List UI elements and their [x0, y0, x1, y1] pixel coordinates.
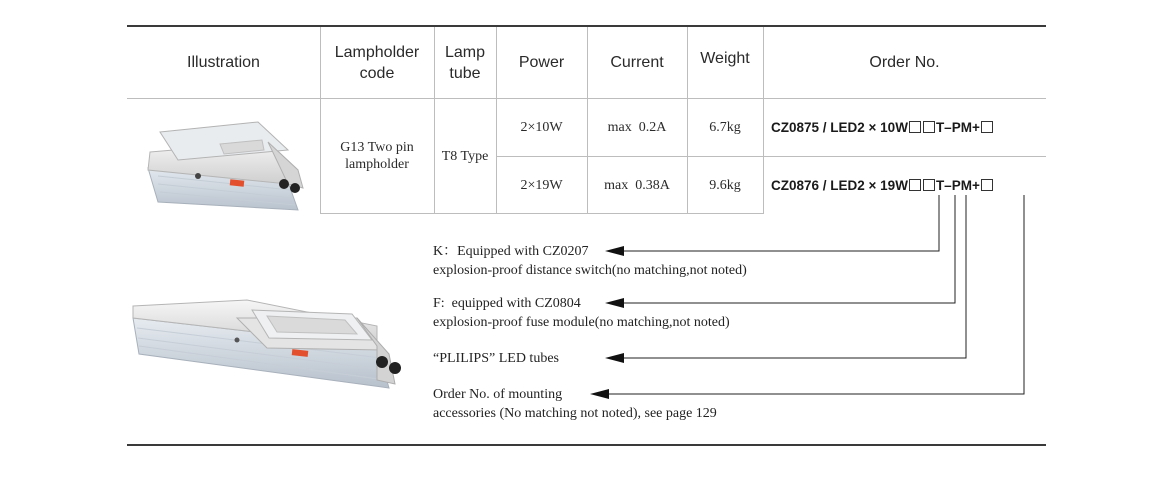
row2-order-prefix: CZ0876 / LED2 × 19W — [771, 178, 908, 193]
row1-power-text: 2×10W — [520, 120, 563, 135]
note-f-line1: F: equipped with CZ0804 — [433, 296, 581, 311]
note-philips: “PLILIPS” LED tubes — [433, 351, 559, 366]
header-lampholder-line2: code — [359, 64, 395, 82]
header-lamp-tube-line2: tube — [449, 64, 481, 82]
header-illustration-text: Illustration — [187, 54, 260, 71]
lampholder-value-line1: G13 Two pin — [340, 140, 414, 155]
row2-current-text: max 0.38A — [604, 178, 670, 193]
row1-current-text: max 0.2A — [607, 120, 667, 135]
row1-weight-text: 6.7kg — [709, 120, 741, 135]
note-f-line2: explosion-proof fuse module(no matching,not noted) — [433, 315, 730, 330]
header-weight-text: Weight — [700, 50, 750, 67]
lamp-tube-value-text: T8 Type — [441, 148, 489, 164]
row2-order-suffix: T–PM+ — [935, 178, 980, 193]
note-mounting-line2: accessories (No matching not noted), see page 129 — [433, 406, 717, 421]
row1-order-prefix: CZ0875 / LED2 × 10W — [771, 120, 908, 135]
header-power-text: Power — [518, 54, 565, 71]
lampholder-value-line2: lampholder — [345, 157, 409, 172]
header-lampholder-line1: Lampholder — [334, 43, 420, 61]
header-order-no-text: Order No. — [869, 54, 940, 71]
header-current-text: Current — [610, 54, 664, 71]
note-k-line2: explosion-proof distance switch(no matching,not noted) — [433, 263, 747, 278]
row2-power-text: 2×19W — [520, 178, 563, 193]
header-lamp-tube-line1: Lamp — [444, 43, 486, 61]
note-k-line1: K：Equipped with CZ0207 — [433, 244, 589, 259]
row2-weight-text: 9.6kg — [709, 178, 741, 193]
note-mounting-line1: Order No. of mounting — [433, 387, 563, 402]
row1-order-suffix: T–PM+ — [935, 120, 980, 135]
